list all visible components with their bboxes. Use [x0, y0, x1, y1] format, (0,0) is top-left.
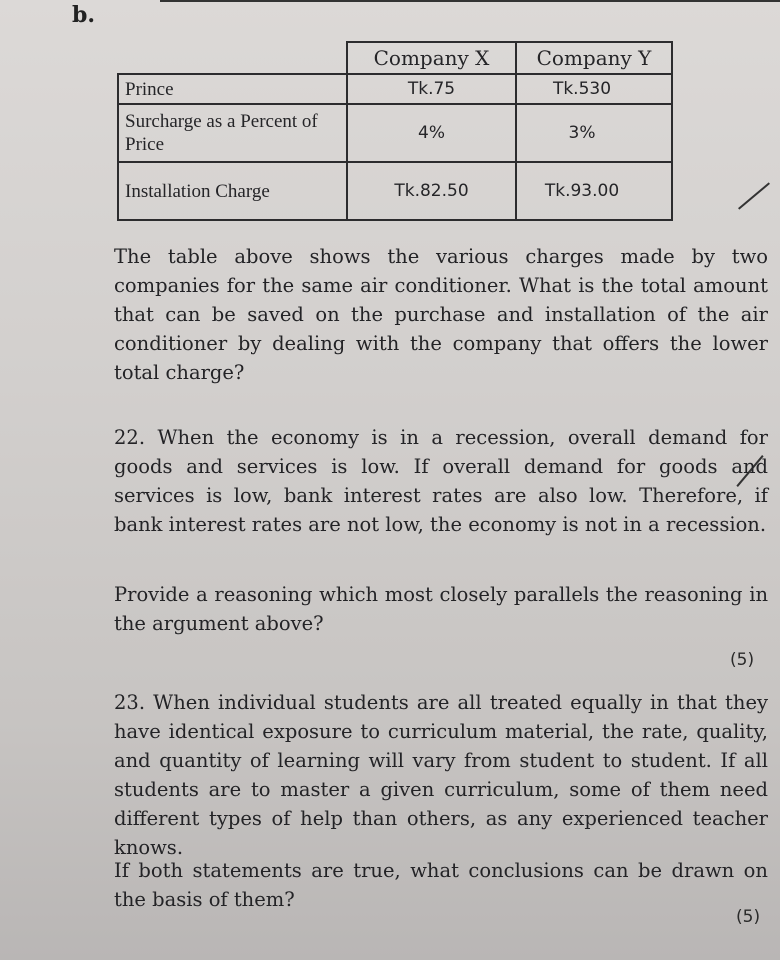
- question-23-passage: 23. When individual students are all treated equally in that they have identical exposure to curriculum material, the rate, quality, and quantity of learning will vary from student to student. If all students are to master a given curriculum, some of them need different types of help than others, as any experienced teacher knows.: [114, 691, 768, 859]
- cell-price-y: Tk.530: [516, 74, 672, 104]
- question-22-marks: (5): [730, 650, 755, 670]
- table-row: [118, 162, 672, 220]
- section-letter: b.: [72, 2, 96, 28]
- cell-surcharge-y: 3%: [516, 104, 672, 162]
- column-header-company-y: Company Y: [516, 42, 672, 74]
- row-label-surcharge: Surcharge as a Percent of Price: [118, 104, 347, 162]
- row-label-price: Prince: [118, 74, 347, 104]
- question-21-text: The table above shows the various charges made by two companies for the same air conditioner. What is the total amount that can be saved on the purchase and installation of the air conditioner by dealing with the company that offers the lower total charge?: [114, 245, 768, 384]
- question-22-prompt: Provide a reasoning which most closely parallels the reasoning in the argument above?: [114, 583, 768, 635]
- cell-price-x: Tk.75: [347, 74, 516, 104]
- top-rule: [160, 0, 780, 2]
- cell-installation-x: Tk.82.50: [347, 162, 516, 220]
- table-row: [118, 104, 672, 162]
- charges-table: [117, 41, 673, 221]
- table-corner: [118, 42, 347, 74]
- question-22-passage: 22. When the economy is in a recession, overall demand for goods and services is low. If overall demand for goods and services is low, bank interest rates are also low. Therefore, if bank interest rates are not low, the economy is not in a recession.: [114, 426, 768, 536]
- cell-surcharge-x: 4%: [347, 104, 516, 162]
- pen-mark: [738, 182, 770, 209]
- column-header-company-x: Company X: [347, 42, 516, 74]
- question-23-prompt: If both statements are true, what conclusions can be drawn on the basis of them?: [114, 859, 768, 911]
- row-label-installation: Installation Charge: [118, 162, 347, 220]
- cell-installation-y: Tk.93.00: [516, 162, 672, 220]
- table-header-row: [118, 42, 672, 74]
- table-row: [118, 74, 672, 104]
- question-23-marks: (5): [736, 907, 761, 927]
